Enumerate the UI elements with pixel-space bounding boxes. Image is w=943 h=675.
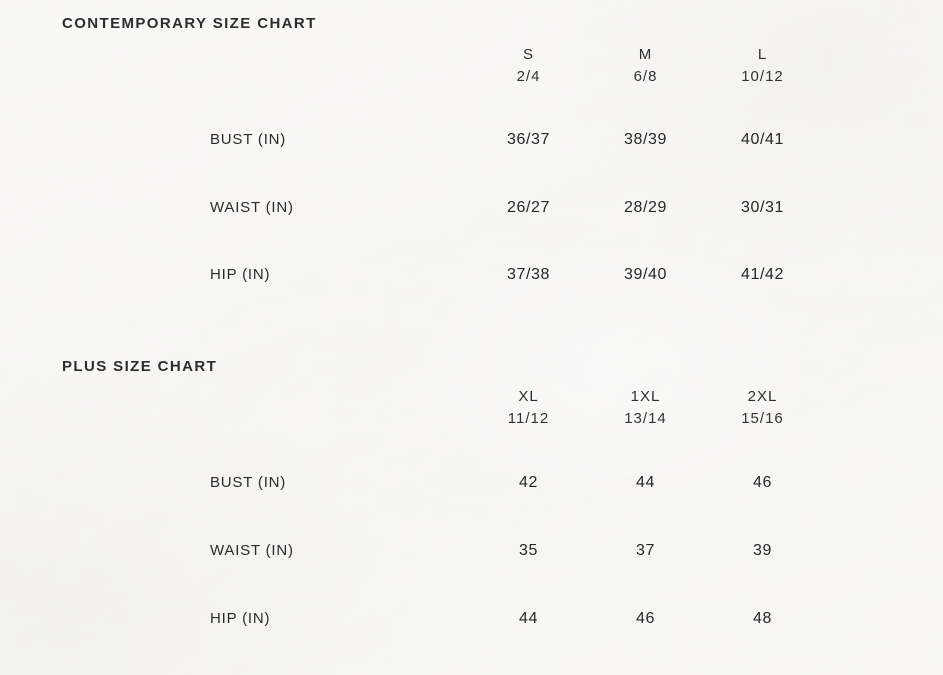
column-header-m <box>587 44 704 88</box>
cell-value: 39/40 <box>623 266 668 283</box>
cell-value: 38/39 <box>623 131 668 148</box>
size-range: 6/8 <box>633 68 658 85</box>
row-label: HIP (IN) <box>210 266 271 283</box>
row-label: WAIST (IN) <box>210 542 294 559</box>
column-header-1xl <box>587 386 704 430</box>
cell-value: 42 <box>519 474 538 491</box>
table-row-bust <box>0 130 943 150</box>
size-letter: M <box>638 46 653 63</box>
contemporary-chart-title: CONTEMPORARY SIZE CHART <box>62 15 317 32</box>
size-range: 2/4 <box>516 68 541 85</box>
size-range: 10/12 <box>741 68 784 85</box>
cell-value: 28/29 <box>623 199 668 216</box>
cell-value: 30/31 <box>740 199 785 216</box>
size-letter: L <box>757 46 768 63</box>
column-header-l <box>704 44 821 88</box>
cell-value: 40/41 <box>740 131 785 148</box>
cell-value: 41/42 <box>740 266 785 283</box>
cell-value: 37/38 <box>506 266 551 283</box>
size-letter: XL <box>518 388 539 405</box>
cell-value: 46 <box>636 610 655 627</box>
size-letter: 1XL <box>630 388 661 405</box>
row-label: BUST (IN) <box>210 474 287 491</box>
size-range: 15/16 <box>741 410 784 427</box>
plus-chart-title: PLUS SIZE CHART <box>62 358 218 375</box>
row-label: HIP (IN) <box>210 610 271 627</box>
row-label: BUST (IN) <box>210 131 287 148</box>
header-spacer <box>0 386 470 430</box>
size-letter: 2XL <box>747 388 778 405</box>
cell-value: 46 <box>753 474 772 491</box>
column-header-xl <box>470 386 587 430</box>
table-row-bust <box>0 473 943 493</box>
cell-value: 44 <box>636 474 655 491</box>
column-header-2xl <box>704 386 821 430</box>
cell-value: 39 <box>753 542 772 559</box>
cell-value: 35 <box>519 542 538 559</box>
cell-value: 36/37 <box>506 131 551 148</box>
size-letter: S <box>522 46 534 63</box>
table-row-hip <box>0 265 943 285</box>
contemporary-chart-header <box>0 44 943 88</box>
table-row-waist <box>0 541 943 561</box>
header-spacer <box>0 44 470 88</box>
cell-value: 48 <box>753 610 772 627</box>
size-range: 11/12 <box>507 410 550 427</box>
cell-value: 44 <box>519 610 538 627</box>
cell-value: 37 <box>636 542 655 559</box>
table-row-hip <box>0 609 943 629</box>
column-header-s <box>470 44 587 88</box>
cell-value: 26/27 <box>506 199 551 216</box>
table-row-waist <box>0 198 943 218</box>
plus-chart-header <box>0 386 943 430</box>
size-range: 13/14 <box>624 410 667 427</box>
row-label: WAIST (IN) <box>210 199 294 216</box>
